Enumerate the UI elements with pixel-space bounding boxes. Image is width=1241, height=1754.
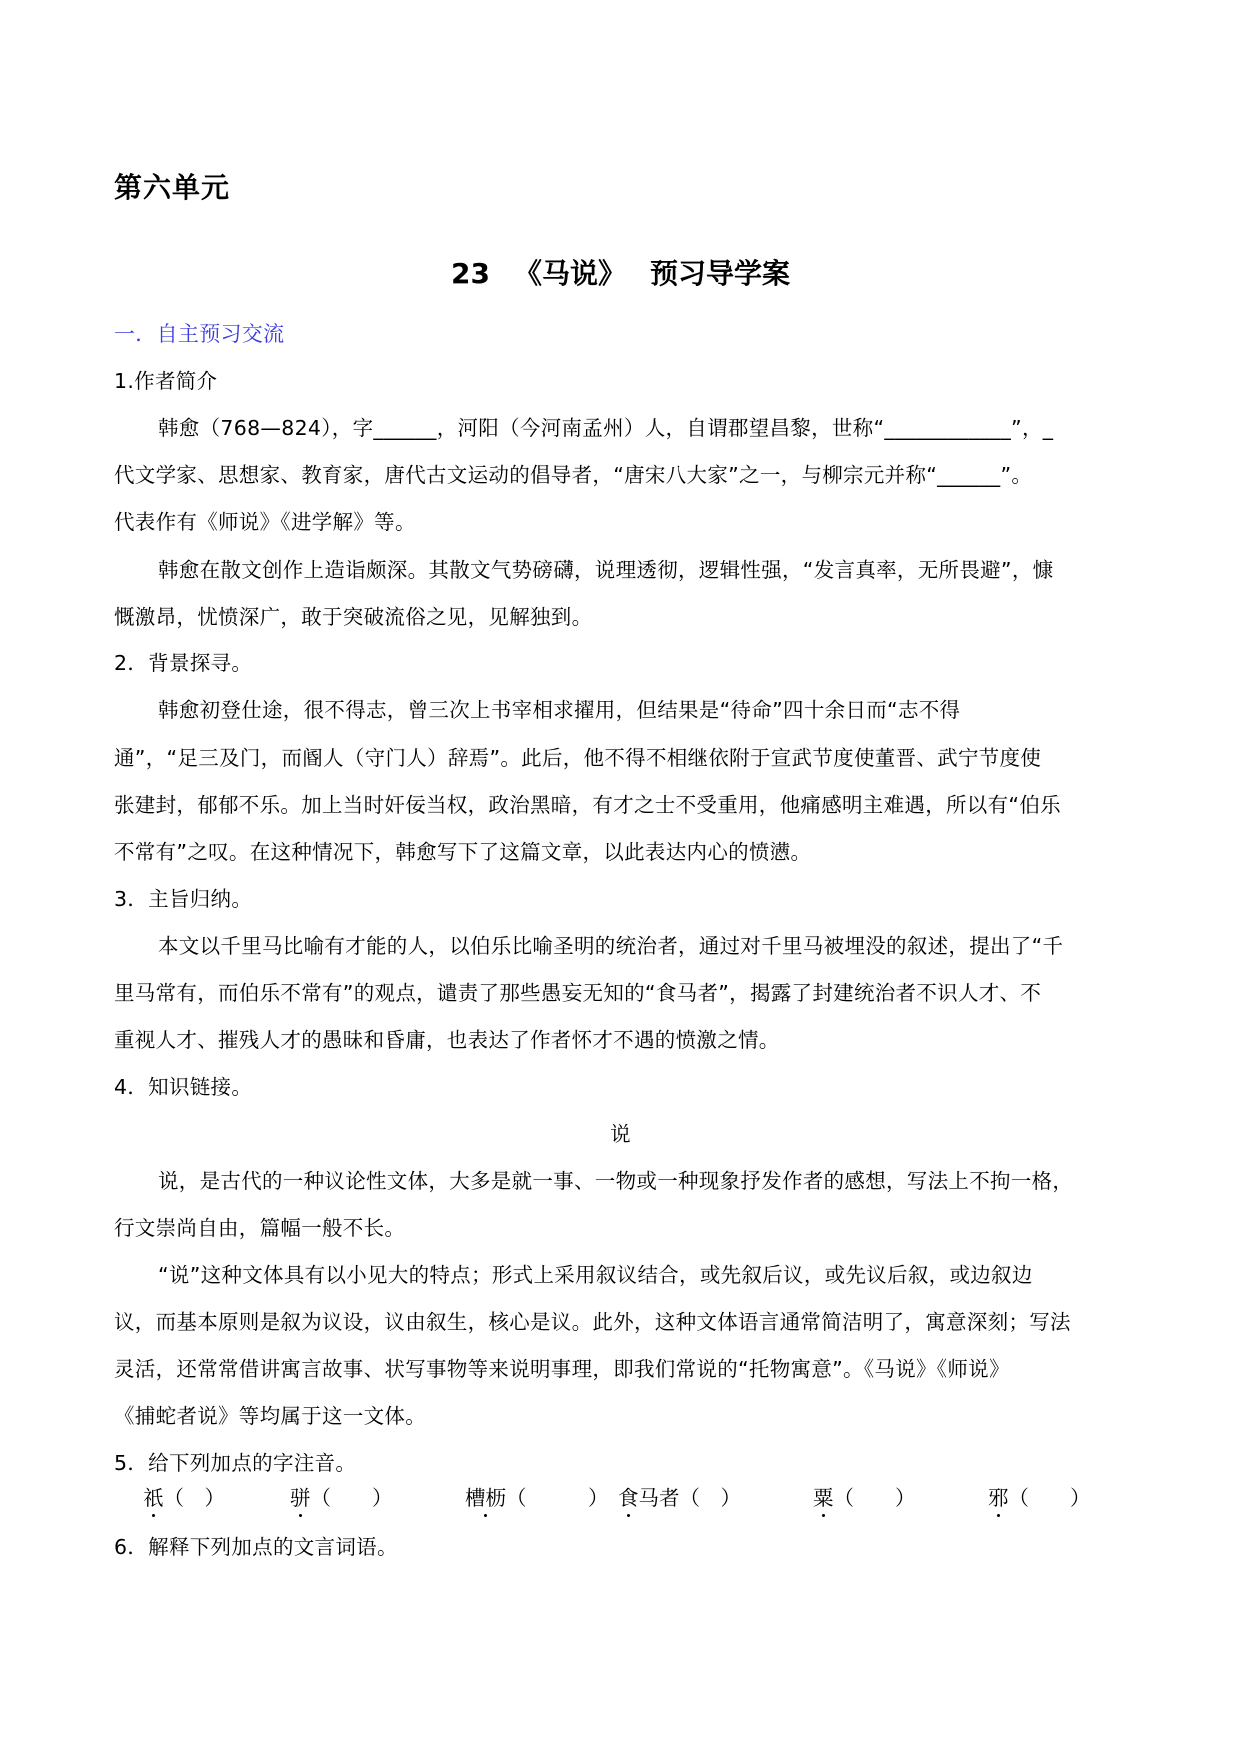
document-title [0, 252, 1241, 292]
answer-blank: （ ） [310, 1486, 393, 1510]
pinyin-item [813, 1481, 916, 1511]
pinyin-item [290, 1481, 393, 1511]
paragraph-line: 代表作有《师说》《进学解》等。 [114, 510, 416, 534]
dotted-char: 邪 [988, 1486, 1009, 1510]
paragraph-line: “说”这种文体具有以小见大的特点；形式上采用叙议结合，或先叙后议，或先议后叙，或边叙边 [158, 1263, 1033, 1287]
dotted-char: 粟 [813, 1486, 834, 1510]
lesson-type: 预习导学案 [649, 257, 790, 290]
paragraph-line: 灵活，还常常借讲寓言故事、状写事物等来说明事理，即我们常说的“托物寓意”。《马说》《师说》 [114, 1357, 1010, 1381]
dotted-char: 食 [618, 1486, 639, 1510]
paragraph-line: 里马常有，而伯乐不常有”的观点，谴责了那些愚妄无知的“食马者”，揭露了封建统治者不识人才、不 [114, 981, 1042, 1005]
paragraph-line: 重视人才、摧残人才的愚昧和昏庸，也表达了作者怀才不遇的愤激之情。 [114, 1028, 780, 1052]
dotted-char: 槽枥 [465, 1486, 506, 1510]
paragraph-line: 不常有”之叹。在这种情况下，韩愈写下了这篇文章，以此表达内心的愤懑。 [114, 840, 812, 864]
pinyin-item [143, 1481, 225, 1511]
paragraph-line: 本文以千里马比喻有才能的人，以伯乐比喻圣明的统治者，通过对千里马被埋没的叙述，提出了“千 [158, 934, 1064, 958]
answer-blank: （ ） [506, 1486, 609, 1510]
answer-blank: （ ） [833, 1486, 916, 1510]
answer-blank: （ ） [163, 1486, 225, 1510]
section-heading: 一．自主预习交流 [114, 322, 285, 346]
paragraph-line: 代文学家、思想家、教育家，唐代古文运动的倡导者，“唐宋八大家”之一，与柳宗元并称“______”。 [114, 463, 1033, 487]
unit-title: 第六单元 [114, 171, 231, 204]
lesson-number: 23 [451, 257, 490, 290]
dotted-char: 骈 [290, 1486, 311, 1510]
subheading-theme: 3．主旨归纳。 [114, 887, 253, 911]
paragraph-line: 说，是古代的一种议论性文体，大多是就一事、一物或一种现象抒发作者的感想，写法上不拘一格， [158, 1169, 1074, 1193]
paragraph-line: 韩愈（768—824），字______，河阳（今河南孟州）人，自谓郡望昌黎，世称“____________”，_ [158, 416, 1054, 440]
subheading-background: 2．背景探寻。 [114, 651, 253, 675]
paragraph-line: 议，而基本原则是叙为议设，议由叙生，核心是议。此外，这种文体语言通常简洁明了，寓意深刻；写法 [114, 1310, 1071, 1334]
paragraph-line: 慨激昂，忧愤深广，敢于突破流俗之见，见解独到。 [114, 605, 593, 629]
paragraph-line: 韩愈初登仕途，很不得志，曾三次上书宰相求擢用，但结果是“待命”四十余日而“志不得 [158, 698, 961, 722]
pinyin-item [465, 1481, 609, 1511]
subheading-author: 1.作者简介 [114, 369, 218, 393]
pinyin-item [618, 1481, 741, 1511]
paragraph-line: 韩愈在散文创作上造诣颇深。其散文气势磅礴，说理透彻，逻辑性强，“发言真率，无所畏避”，慷 [158, 558, 1054, 582]
question-5: 5．给下列加点的字注音。 [114, 1451, 357, 1475]
pinyin-item [988, 1481, 1091, 1511]
paragraph-line: 行文崇尚自由，篇幅一般不长。 [114, 1216, 406, 1240]
lesson-name: 《马说》 [513, 257, 626, 290]
dotted-char: 祇 [143, 1486, 164, 1510]
question-6: 6．解释下列加点的文言词语。 [114, 1535, 398, 1559]
section-title-shuo: 说 [610, 1122, 631, 1146]
paragraph-line: 张建封，郁郁不乐。加上当时奸佞当权，政治黑暗，有才之士不受重用，他痛感明主难遇，所以有“伯乐 [114, 793, 1061, 817]
paragraph-line: 通”，“足三及门，而阍人（守门人）辞焉”。此后，他不得不相继依附于宣武节度使董晋、武宁节度使 [114, 746, 1042, 770]
paragraph-line: 《捕蛇者说》等均属于这一文体。 [114, 1404, 426, 1428]
subheading-knowledge: 4．知识链接。 [114, 1075, 253, 1099]
answer-blank: （ ） [1008, 1486, 1091, 1510]
answer-blank: 马者（ ） [638, 1486, 741, 1510]
